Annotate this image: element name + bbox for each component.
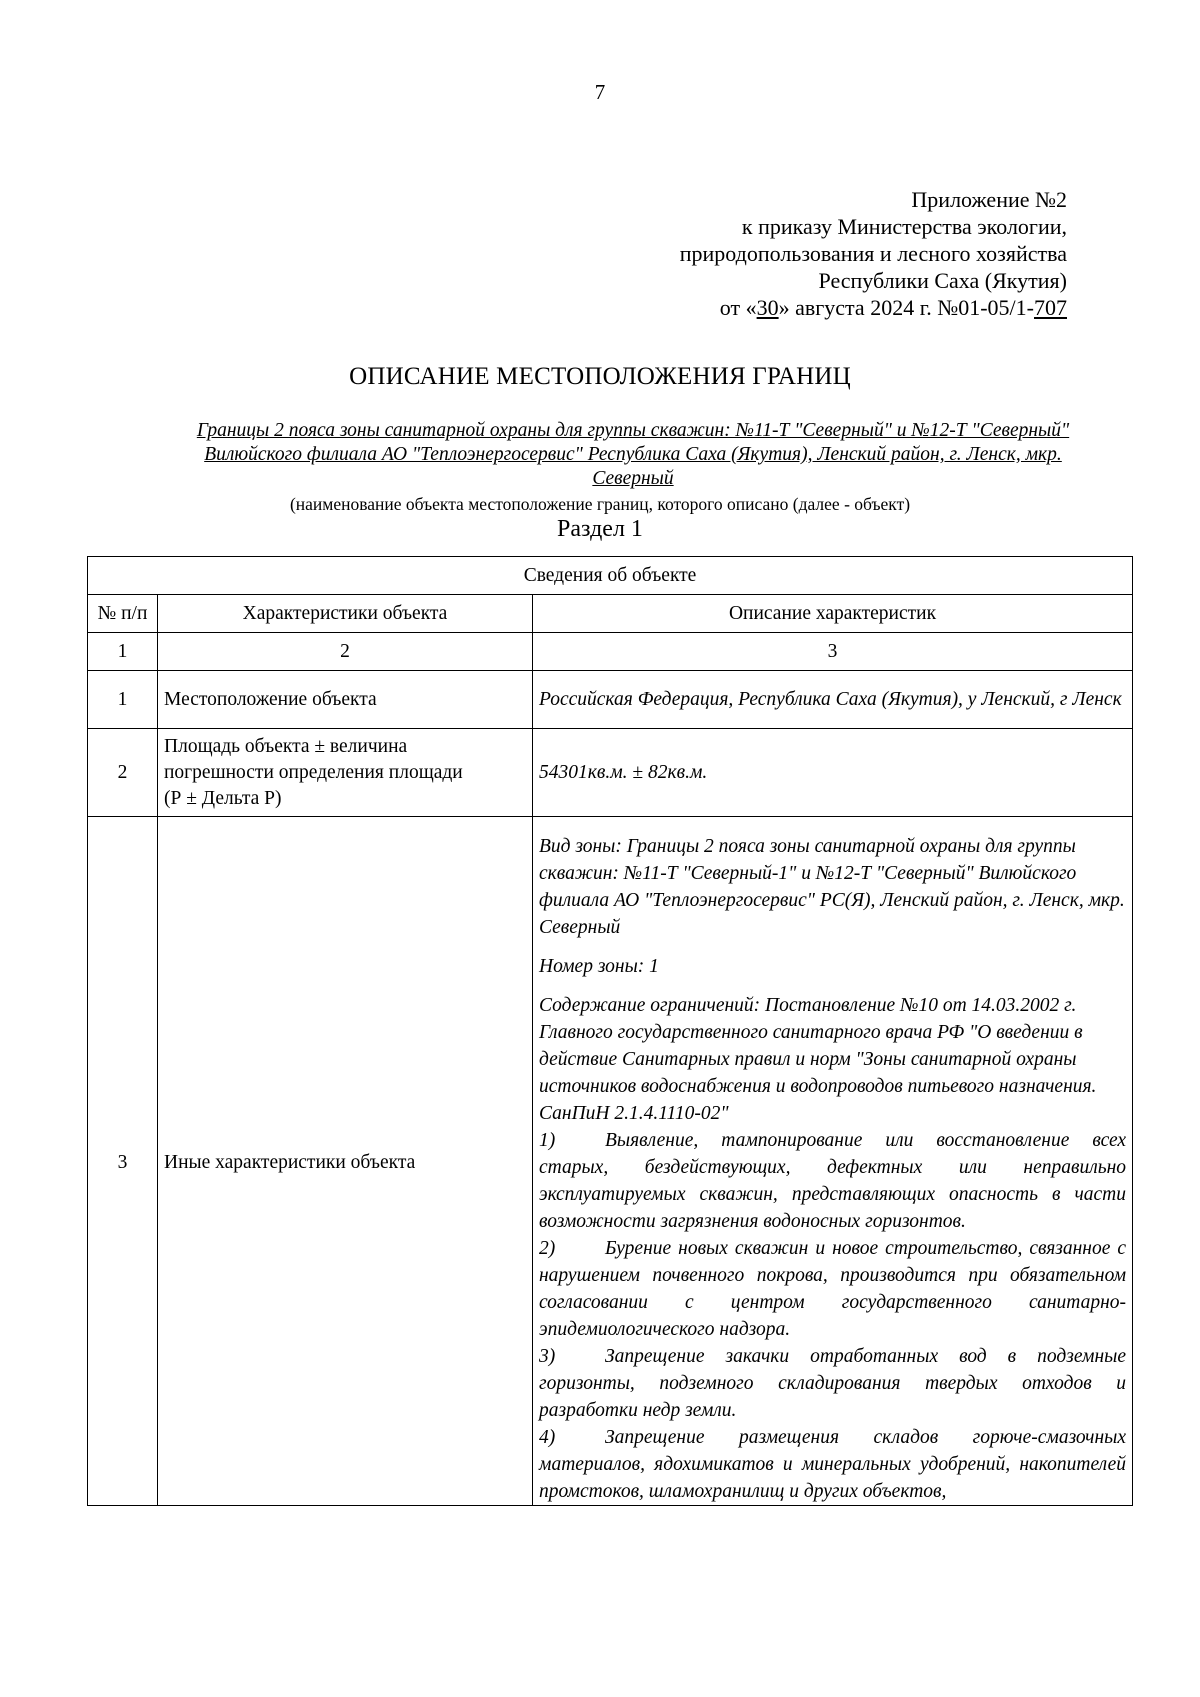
row-description: 54301кв.м. ± 82кв.м. <box>533 729 1133 817</box>
object-info-table <box>87 556 1133 1506</box>
column-number: 2 <box>158 633 533 671</box>
restriction-item: 1) Выявление, тампонирование или восстановление всех старых, бездействующих, дефектных или неправильно эксплуатируемых скважин, представляющих опасность в части возможности загрязнения водоносных горизонтов. <box>539 1130 1127 1232</box>
characteristic-line: (Р ± Дельта Р) <box>164 787 282 809</box>
characteristic-line: Площадь объекта ± величина <box>164 735 408 757</box>
object-name <box>132 419 1134 491</box>
column-number: 1 <box>88 633 158 671</box>
order-date-number <box>680 294 1067 321</box>
table-row <box>88 817 1133 1506</box>
row-description <box>533 817 1133 1506</box>
table-row <box>88 671 1133 729</box>
restriction-item: 4) Запрещение размещения складов горюче-смазочных материалов, ядохимикатов и минеральных удобрений, накопителей промстоков, шламохранилищ и других объектов, <box>539 1427 1127 1502</box>
object-name-line: Границы 2 пояса зоны санитарной охраны для группы скважин: №11-Т "Северный" и №12-Т "Северный" <box>196 420 1070 441</box>
appendix-line: Республики Саха (Якутия) <box>818 268 1067 293</box>
page-number: 7 <box>594 80 606 104</box>
row-number: 3 <box>88 817 158 1506</box>
appendix-line: Приложение №2 <box>911 187 1067 212</box>
restriction-item: 2) Бурение новых скважин и новое строительство, связанное с нарушением почвенного покрова, производится при обязательном согласовании с центром государственного санитарно-эпидемиологического надзора. <box>539 1238 1127 1340</box>
row-characteristic: Местоположение объекта <box>158 671 533 729</box>
zone-number: Номер зоны: 1 <box>539 956 659 977</box>
zone-type: Вид зоны: Границы 2 пояса зоны санитарной охраны для группы скважин: №11-Т "Северный-1" и №12-Т "Северный" Вилюйского филиала АО "Теплоэнергосервис" РС(Я), Ленский район, г. Ленск, мкр. Северный <box>539 836 1125 938</box>
order-day: 30 <box>756 295 779 320</box>
restriction-item: 3) Запрещение закачки отработанных вод в подземные горизонты, подземного складирования твердых отходов и разработки недр земли. <box>539 1346 1127 1421</box>
header-cell: Описание характеристик <box>533 595 1133 633</box>
order-number: 707 <box>1034 295 1067 320</box>
row-characteristic: Иные характеристики объекта <box>158 817 533 1506</box>
row-number: 1 <box>88 671 158 729</box>
header-cell: Характеристики объекта <box>158 595 533 633</box>
row-description: Российская Федерация, Республика Саха (Якутия), у Ленский, г Ленск <box>533 671 1133 729</box>
object-name-line: Вилюйского филиала АО "Теплоэнергосервис" Республика Саха (Якутия), Ленский район, г. Ленск, мкр. <box>204 444 1062 465</box>
table-caption: Сведения об объекте <box>88 557 1133 595</box>
appendix-header <box>680 186 1067 321</box>
section-title: Раздел 1 <box>557 516 643 542</box>
document-title: ОПИСАНИЕ МЕСТОПОЛОЖЕНИЯ ГРАНИЦ <box>349 363 851 390</box>
appendix-line: природопользования и лесного хозяйства <box>679 241 1067 266</box>
appendix-line: к приказу Министерства экологии, <box>741 214 1067 239</box>
table-row <box>88 729 1133 817</box>
order-prefix: от « <box>719 295 757 320</box>
object-name-line: Северный <box>592 468 674 489</box>
column-number: 3 <box>533 633 1133 671</box>
restrictions-intro: Содержание ограничений: Постановление №10 от 14.03.2002 г. Главного государственного санитарного врача РФ "О введении в действие Санитарных правил и норм "Зоны санитарной охраны источников водоснабжения и водопроводов питьевого назначения. СанПиН 2.1.4.1110-02" <box>539 995 1097 1124</box>
row-characteristic <box>158 729 533 817</box>
object-caption: (наименование объекта местоположение границ, которого описано (далее - объект) <box>289 494 911 514</box>
header-cell: № п/п <box>88 595 158 633</box>
row-number: 2 <box>88 729 158 817</box>
characteristic-line: погрешности определения площади <box>164 761 463 783</box>
order-middle: » августа 2024 г. №01-05/1- <box>778 295 1034 320</box>
